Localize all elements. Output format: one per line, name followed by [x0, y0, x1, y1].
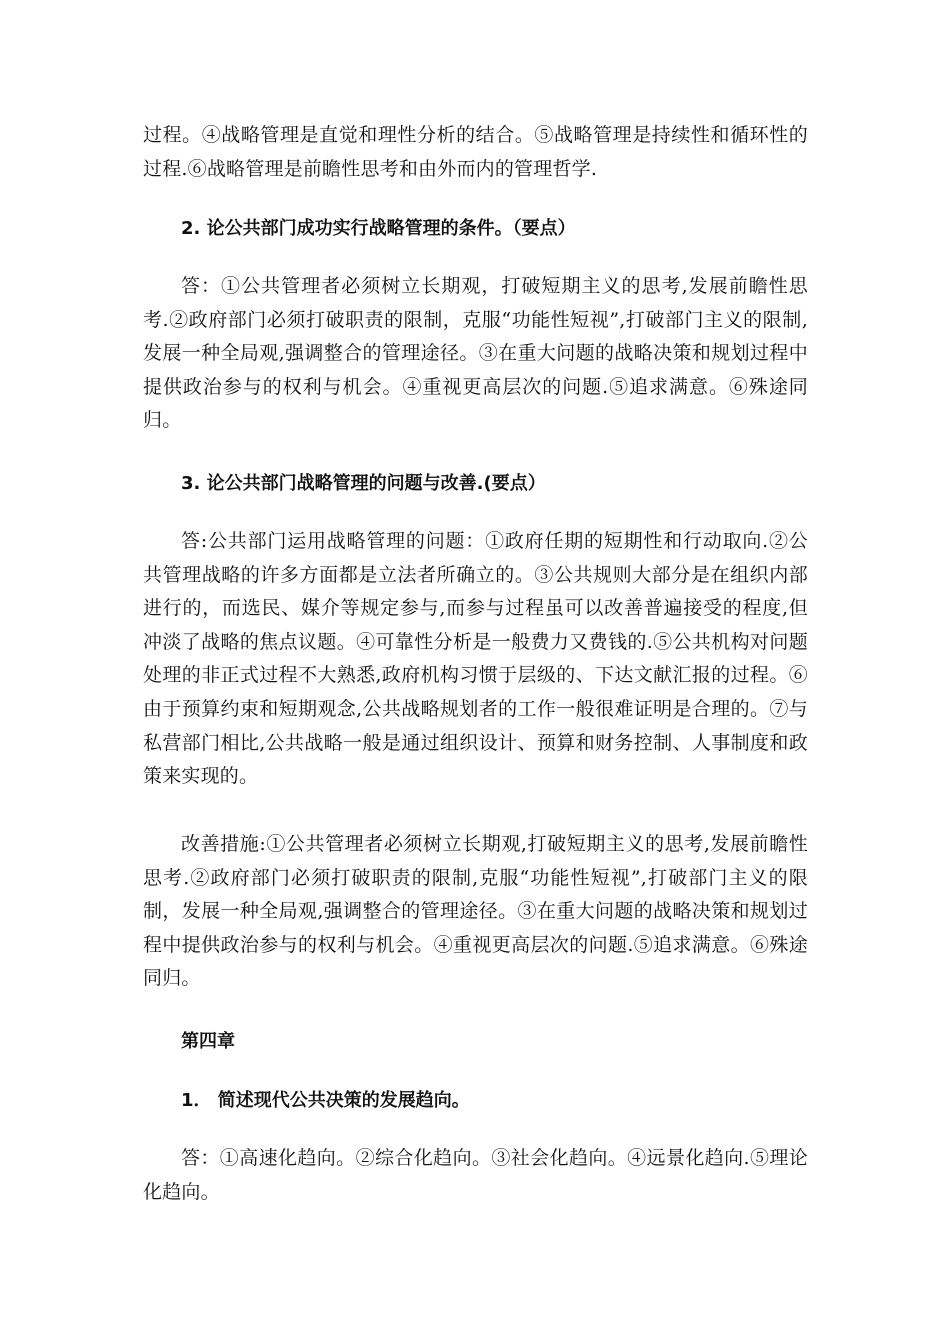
- answer-paragraph-2: 答：①公共管理者必须树立长期观，打破短期主义的思考,发展前瞻性思考.②政府部门必须打破职责的限制，克服“功能性短视”,打破部门主义的限制,发展一种全局观,强调整合的管理途径。③在重大问题的战略决策和规划过程中提供政治参与的权利与机会。④重视更高层次的问题.⑤追求满意。⑥殊途同归。: [143, 275, 808, 432]
- paragraph-continuation: 过程。④战略管理是直觉和理性分析的结合。⑤战略管理是持续性和循环性的过程.⑥战略管理是前瞻性思考和由外而内的管理哲学.: [143, 124, 808, 180]
- question-heading-3: 3. 论公共部门战略管理的问题与改善.(要点）: [181, 473, 546, 494]
- answer-paragraph-4-1: 答：①高速化趋向。②综合化趋向。③社会化趋向。④远景化趋向.⑤理论化趋向。: [143, 1147, 808, 1203]
- question-heading-4-1: 1． 简述现代公共决策的发展趋向。: [181, 1090, 470, 1111]
- answer-paragraph-3-improvements: 改善措施:①公共管理者必须树立长期观,打破短期主义的思考,发展前瞻性思考.②政府部门必须打破职责的限制,克服“功能性短视”,打破部门主义的限制，发展一种全局观,强调整合的管理途径。③在重大问题的战略决策和规划过程中提供政治参与的权利与机会。④重视更高层次的问题.⑤追求满意。⑥殊途同归。: [143, 833, 808, 990]
- answer-paragraph-3-problems: 答:公共部门运用战略管理的问题：①政府任期的短期性和行动取向.②公共管理战略的许多方面都是立法者所确立的。③公共规则大部分是在组织内部进行的，而选民、媒介等规定参与,而参与过程虽可以改善普遍接受的程度,但冲淡了战略的焦点议题。④可靠性分析是一般费力又费钱的.⑤公共机构对问题处理的非正式过程不大熟悉,政府机构习惯于层级的、下达文献汇报的过程。⑥由于预算约束和短期观念,公共战略规划者的工作一般很难证明是合理的。⑦与私营部门相比,公共战略一般是通过组织设计、预算和财务控制、人事制度和政策来实现的。: [143, 530, 808, 788]
- chapter-heading: 第四章: [181, 1031, 235, 1052]
- question-heading-2: 2. 论公共部门成功实行战略管理的条件。（要点）: [181, 218, 576, 239]
